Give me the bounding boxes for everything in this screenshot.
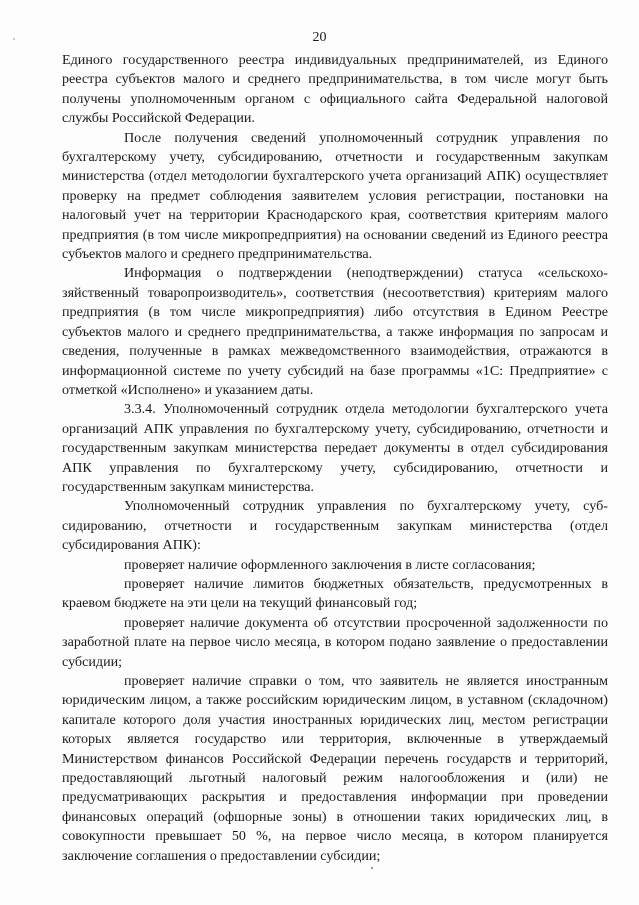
paragraph-status-info: Информация о подтверждении (неподтверждении) статуса «сельскохозяйственный товаропроизводитель», соответствия (несоответствия) критериям малого предприятия (в том числе микропредприятия) либо отсутствия в Едином Реестре субъектов малого и среднего предпринимательства, а также информация по запросам и сведения, полученные в рамках межведомственного взаимодействия, отражаются в информационной системе по учету субсидий на базе программы «1С: Предприятие» с отметкой «Исполнено» и указанием даты. [62, 265, 608, 398]
list-item-approval-sheet: проверяет наличие оформленного заключения в листе согласования; [124, 556, 536, 573]
list-item-wage-arrears: проверяет наличие документа об отсутствии просроченной задолженности по заработной плате на первое число месяца, в котором подано заявление о предоставлении субсидии; [62, 614, 608, 670]
paragraph-subsidy-department: Уполномоченный сотрудник управления по бухгалтерскому учету, субсидированию, отчетности и государственным закупкам министерства (отдел субсидирования АПК): [62, 498, 608, 554]
list-item-budget-limits: проверяет наличие лимитов бюджетных обязательств, предусмотренных в краевом бюджете на эти цели на текущий финансовый год; [62, 575, 608, 612]
scan-speck [371, 867, 373, 869]
document-body [62, 51, 608, 866]
list-item-foreign-entity: проверяет наличие справки о том, что заявитель не является иностранным юридическим лицом, а также российским юридическим лицом, в уставном (складочном) капитале которого доля участия иностранных юридических лиц, местом регистрации которых является государство или территория, включенные в утверждаемый Министерством финансов Российской Федерации перечень государств и территорий, предоставляющий льготный налоговый режим налогообложения и (или) не предусматривающих раскрытия и предоставления информации при проведении финансовых операций (офшорные зоны) в отношении таких юридических лиц, в совокупности превышает 50 %, на первое число месяца, в котором планируется заключение соглашения о предоставлении субсидии; [62, 673, 608, 864]
page-number: 20 [312, 30, 327, 45]
paragraph-verification: После получения сведений уполномоченный сотрудник управления по бухгалтерскому учету, субсидированию, отчетности и государственным закупкам министерства (отдел методологии бухгалтерского учета организаций АПК) осуществляет проверку на предмет соблюдения заявителем условия регистрации, постановки на налоговый учет на территории Краснодарского края, соответствия критериям малого предприятия (в том числе микропредприятия) на основании сведений из Единого реестра субъектов малого и среднего предпринимательства. [62, 129, 608, 263]
scan-speck [13, 38, 15, 40]
paragraph-3-3-4: 3.3.4. Уполномоченный сотрудник отдела методологии бухгалтерского учета организаций АПК управления по бухгалтерскому учету, субсидированию, отчетности и государственным закупкам министерства передает документы в отдел субсидирования АПК управления по бухгалтерскому учету, субсидированию, отчетности и государственным закупкам министерства. [62, 401, 608, 495]
paragraph-continuation: Единого государственного реестра индивидуальных предпринимателей, из Единого реестра субъектов малого и среднего предпринимательства, в том числе могут быть получены уполномоченным органом с официального сайта Федеральной налоговой службы Российской Федерации. [62, 52, 608, 127]
